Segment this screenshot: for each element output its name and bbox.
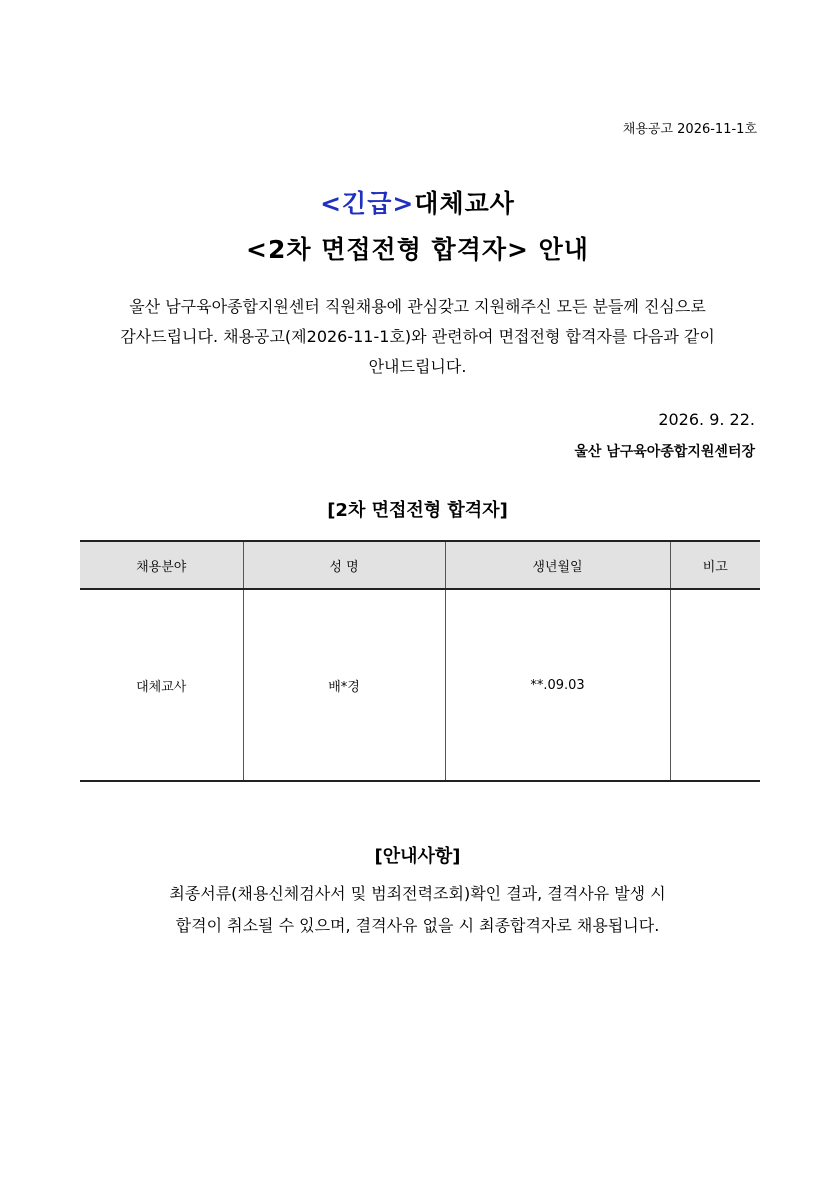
title-urgent-tag: <긴급> xyxy=(320,189,415,218)
cell-birth: **.09.03 xyxy=(445,589,670,781)
intro-line: 감사드립니다. 채용공고(제2026-11-1호)와 관련하여 면접전형 합격자를 다음과 같이 xyxy=(120,327,715,346)
guide-heading: [안내사항] xyxy=(374,846,461,867)
results-table xyxy=(80,540,760,782)
intro-line: 울산 남구육아종합지원센터 직원채용에 관심갖고 지원해주신 모든 분들께 진심으로 xyxy=(129,297,706,316)
table-row xyxy=(80,589,760,781)
column-header-name: 성 명 xyxy=(243,541,445,589)
column-header-birth: 생년월일 xyxy=(445,541,670,589)
issue-date: 2026. 9. 22. xyxy=(658,410,755,429)
cell-name: 배*경 xyxy=(243,589,445,781)
column-header-field: 채용분야 xyxy=(80,541,243,589)
table-header-row xyxy=(80,541,760,589)
guide-paragraph xyxy=(90,878,745,942)
intro-paragraph xyxy=(90,292,745,382)
column-header-note: 비고 xyxy=(670,541,760,589)
intro-line: 안내드립니다. xyxy=(368,357,467,376)
guide-line: 합격이 취소될 수 있으며, 결격사유 없을 시 최종합격자로 채용됩니다. xyxy=(175,916,660,935)
guide-line: 최종서류(채용신체검사서 및 범죄전력조회)확인 결과, 결격사유 발생 시 xyxy=(169,884,666,903)
issuer-organization: 울산 남구육아종합지원센터장 xyxy=(574,444,755,460)
document-subtitle: <2차 면접전형 합격자> 안내 xyxy=(246,235,589,264)
cell-note xyxy=(670,589,760,781)
notice-number: 채용공고 2026-11-1호 xyxy=(622,122,757,137)
document-title xyxy=(0,184,835,220)
title-position: 대체교사 xyxy=(414,189,515,218)
cell-field: 대체교사 xyxy=(80,589,243,781)
results-heading: [2차 면접전형 합격자] xyxy=(327,500,508,521)
